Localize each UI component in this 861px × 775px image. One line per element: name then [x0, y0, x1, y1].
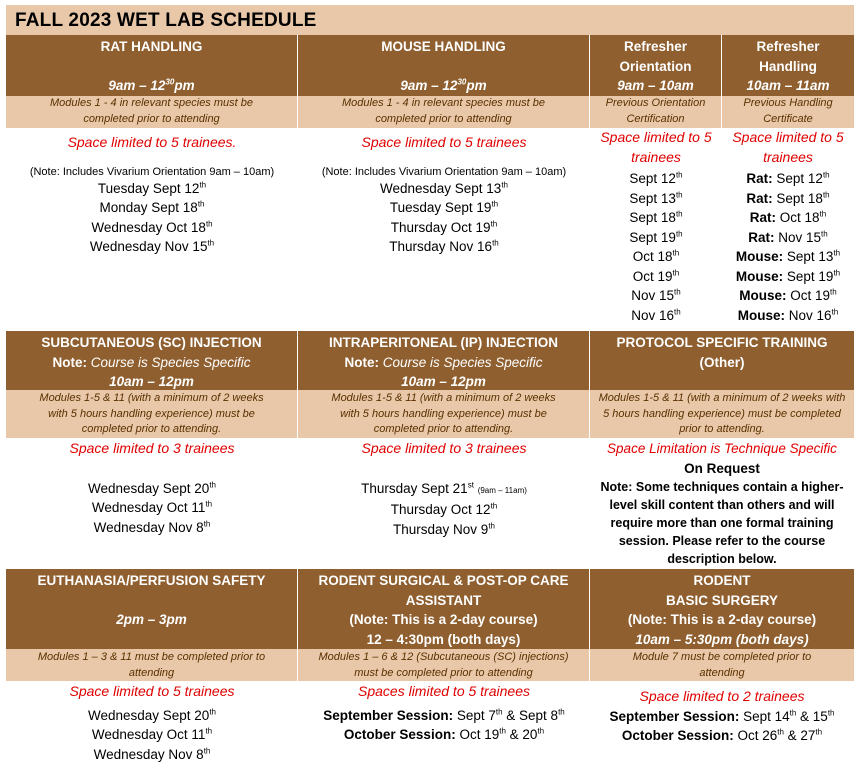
- protocol-training-title: PROTOCOL SPECIFIC TRAINING: [616, 335, 828, 350]
- ip-space-limit: Space limited to 3 trainees: [361, 440, 527, 456]
- refresher-orientation-time: 9am – 10am: [617, 78, 694, 93]
- date-item: Thursday Nov 16th: [389, 238, 499, 254]
- basic-surgery-note: (Note: This is a 2-day course): [627, 612, 817, 627]
- basic-surgery-requirements: Module 7 must be completed prior to attending: [590, 649, 854, 681]
- title-bar: [6, 5, 854, 35]
- refresher-orientation-title-1: Refresher: [623, 39, 688, 54]
- date-item: Tuesday Sept 19th: [389, 199, 499, 215]
- mouse-handling-time: $9am - 12^{30}pm$: [400, 77, 487, 93]
- date-item: Oct 18th: [632, 248, 680, 264]
- refresher-handling-requirements: Previous Handling Certificate: [722, 96, 854, 128]
- mouse-handling-body: [298, 133, 590, 257]
- date-item: Oct 19th: [632, 268, 680, 284]
- refresher-orientation-requirements: Previous Orientation Certification: [590, 96, 722, 128]
- date-item: Sept 12th: [629, 170, 683, 186]
- ip-injection-note: Note: Course is Species Specific: [344, 354, 543, 370]
- euthanasia-time: 2pm – 3pm: [116, 611, 187, 627]
- protocol-note: Note: Some techniques contain a higher-level skill content than others and will require more than one formal training session. Please refer to the course description below.: [600, 480, 844, 566]
- date-item: Mouse: Sept 13th: [735, 248, 841, 264]
- sc-space-limit: Space limited to 3 trainees: [69, 440, 235, 456]
- date-item: Nov 16th: [631, 307, 681, 323]
- surgical-october-session: October Session: Oct 19th & 20th: [343, 726, 545, 742]
- date-item: Wednesday Nov 15th: [89, 238, 215, 254]
- sc-injection-note: Note: Course is Species Specific: [52, 354, 251, 370]
- date-item: Sept 19th: [629, 229, 683, 245]
- euthanasia-requirements: Modules 1 – 3 & 11 must be completed prior to attending: [6, 649, 298, 681]
- rodent-surgical-time: 12 – 4:30pm (both days): [366, 631, 521, 647]
- date-item: Sept 18th: [629, 209, 683, 225]
- date-item: Mouse: Oct 19th: [739, 287, 837, 303]
- basic-surgery-time: 10am – 5:30pm (both days): [635, 631, 809, 647]
- basic-september-session: September Session: Sept 14th & 15th: [609, 708, 835, 724]
- mouse-handling-requirements: Modules 1 - 4 in relevant species must be completed prior to attending: [298, 96, 590, 128]
- date-item: Wednesday Sept 13th: [379, 180, 508, 196]
- sc-injection-requirements: Modules 1-5 & 11 (with a minimum of 2 weeks with 5 hours handling experience) must be completed prior to attending.: [6, 390, 298, 438]
- euthanasia-body: [6, 682, 298, 764]
- protocol-training-header: [590, 331, 854, 390]
- date-item: Wednesday Sept 20th: [87, 480, 216, 496]
- rat-note: (Note: Includes Vivarium Orientation 9am – 10am): [29, 165, 275, 178]
- mouse-handling-header: [298, 35, 590, 96]
- date-item: Sept 13th: [629, 190, 683, 206]
- basic-october-session: October Session: Oct 26th & 27th: [621, 727, 823, 743]
- date-item: Wednesday Oct 11th: [91, 499, 213, 515]
- rat-handling-requirements: Modules 1 - 4 in relevant species must be completed prior to attending: [6, 96, 298, 128]
- mouse-note: (Note: Includes Vivarium Orientation 9am – 10am): [321, 165, 567, 178]
- ip-injection-title: INTRAPERITONEAL (IP) INJECTION: [328, 335, 559, 350]
- date-item: Tuesday Sept 12th: [97, 180, 207, 196]
- sc-injection-body: [6, 439, 298, 537]
- protocol-training-requirements: Modules 1-5 & 11 (with a minimum of 2 weeks with 5 hours handling experience) must be completed prior to attending.: [590, 390, 854, 438]
- basic-surgery-body: [590, 687, 854, 746]
- date-item: Rat: Oct 18th: [749, 209, 827, 225]
- rodent-surgical-body: [298, 682, 590, 745]
- refresher-orientation-title-2: Orientation: [619, 58, 692, 74]
- rat-handling-title: RAT HANDLING: [100, 39, 203, 54]
- rat-date-list: [6, 179, 298, 257]
- handling-date-list: [730, 167, 846, 325]
- basic-surgery-title-1: RODENT: [693, 573, 751, 588]
- date-item: Thursday Oct 19th: [390, 219, 498, 235]
- rat-handling-header: [6, 35, 298, 96]
- ip-injection-header: [298, 331, 590, 390]
- ip-injection-requirements: Modules 1-5 & 11 (with a minimum of 2 weeks with 5 hours handling experience) must be completed prior to attending.: [298, 390, 590, 438]
- refresher-orientation-header: [590, 35, 722, 96]
- date-item: Wednesday Nov 8th: [93, 519, 211, 535]
- date-item: Nov 15th: [631, 287, 681, 303]
- date-item: Wednesday Nov 8th: [93, 746, 211, 762]
- date-item: Thursday Oct 12th: [390, 501, 498, 517]
- protocol-space-limit: Space Limitation is Technique Specific: [607, 441, 837, 456]
- orientation-space-limit: Space limited to 5 trainees: [600, 129, 712, 165]
- rodent-surgical-title-2: ASSISTANT: [405, 592, 482, 608]
- surgical-space-limit: Spaces limited to 5 trainees: [358, 683, 530, 699]
- rodent-surgical-header: [298, 569, 590, 649]
- refresher-handling-header: [722, 35, 854, 96]
- date-item: Mouse: Sept 19th: [735, 268, 841, 284]
- euthanasia-header: [6, 569, 298, 649]
- refresher-handling-time: 10am – 11am: [746, 78, 830, 93]
- rat-handling-body: [6, 133, 298, 257]
- rodent-basic-surgery-header: [590, 569, 854, 649]
- date-item: Wednesday Oct 18th: [91, 219, 213, 235]
- page-title: FALL 2023 WET LAB SCHEDULE: [15, 10, 317, 31]
- sc-injection-header: [6, 331, 298, 390]
- mouse-space-limit: Space limited to 5 trainees: [361, 134, 527, 150]
- date-item: Rat: Nov 15th: [748, 229, 828, 245]
- protocol-training-body: [590, 439, 854, 568]
- ip-injection-time: 10am – 12pm: [401, 374, 486, 389]
- mouse-date-list: [298, 179, 590, 257]
- date-item: Rat: Sept 18th: [746, 190, 830, 206]
- handling-space-limit: Space limited to 5 trainees: [732, 129, 844, 165]
- date-item: Wednesday Sept 20th: [87, 707, 216, 723]
- protocol-training-subtitle: (Other): [699, 354, 745, 370]
- ip-injection-body: [298, 439, 590, 539]
- mouse-handling-title: MOUSE HANDLING: [381, 39, 506, 54]
- rat-handling-time: $9am - 12^{30}pm$: [108, 77, 195, 93]
- euthanasia-date-list: [6, 706, 298, 765]
- rat-space-limit: Space limited to 5 trainees.: [67, 134, 237, 150]
- sc-injection-time: 10am – 12pm: [109, 374, 194, 389]
- on-request: On Request: [684, 460, 760, 476]
- date-item: Rat: Sept 12th: [746, 170, 830, 186]
- sc-date-list: [6, 479, 298, 538]
- ip-date-first: Thursday Sept 21st (9am – 11am): [361, 480, 527, 496]
- refresher-handling-title-1: Refresher: [756, 39, 820, 54]
- refresher-handling-title-2: Handling: [759, 58, 817, 74]
- euthanasia-space-limit: Space limited to 5 trainees: [69, 683, 235, 699]
- rodent-surgical-title-1: RODENT SURGICAL & POST-OP CARE: [318, 573, 569, 588]
- date-item: Mouse: Nov 16th: [737, 307, 839, 323]
- refresher-handling-body: [722, 128, 854, 325]
- basic-surgery-title-2: BASIC SURGERY: [665, 592, 778, 608]
- refresher-orientation-body: [590, 128, 722, 325]
- euthanasia-title: EUTHANASIA/PERFUSION SAFETY: [37, 573, 266, 588]
- sc-injection-title: SUBCUTANEOUS (SC) INJECTION: [41, 335, 262, 350]
- basic-surgery-space-limit: Space limited to 2 trainees: [639, 688, 805, 704]
- orientation-date-list: [598, 167, 714, 325]
- surgical-september-session: September Session: Sept 7th & Sept 8th: [323, 707, 565, 723]
- ip-date-list: [298, 500, 590, 539]
- date-item: Wednesday Oct 11th: [91, 726, 213, 742]
- date-item: Thursday Nov 9th: [393, 521, 495, 537]
- rodent-surgical-note: (Note: This is a 2-day course): [349, 612, 538, 627]
- rodent-surgical-requirements: Modules 1 – 6 & 12 (Subcutaneous (SC) injections) must be completed prior to attending: [298, 649, 590, 681]
- date-item: Monday Sept 18th: [99, 199, 205, 215]
